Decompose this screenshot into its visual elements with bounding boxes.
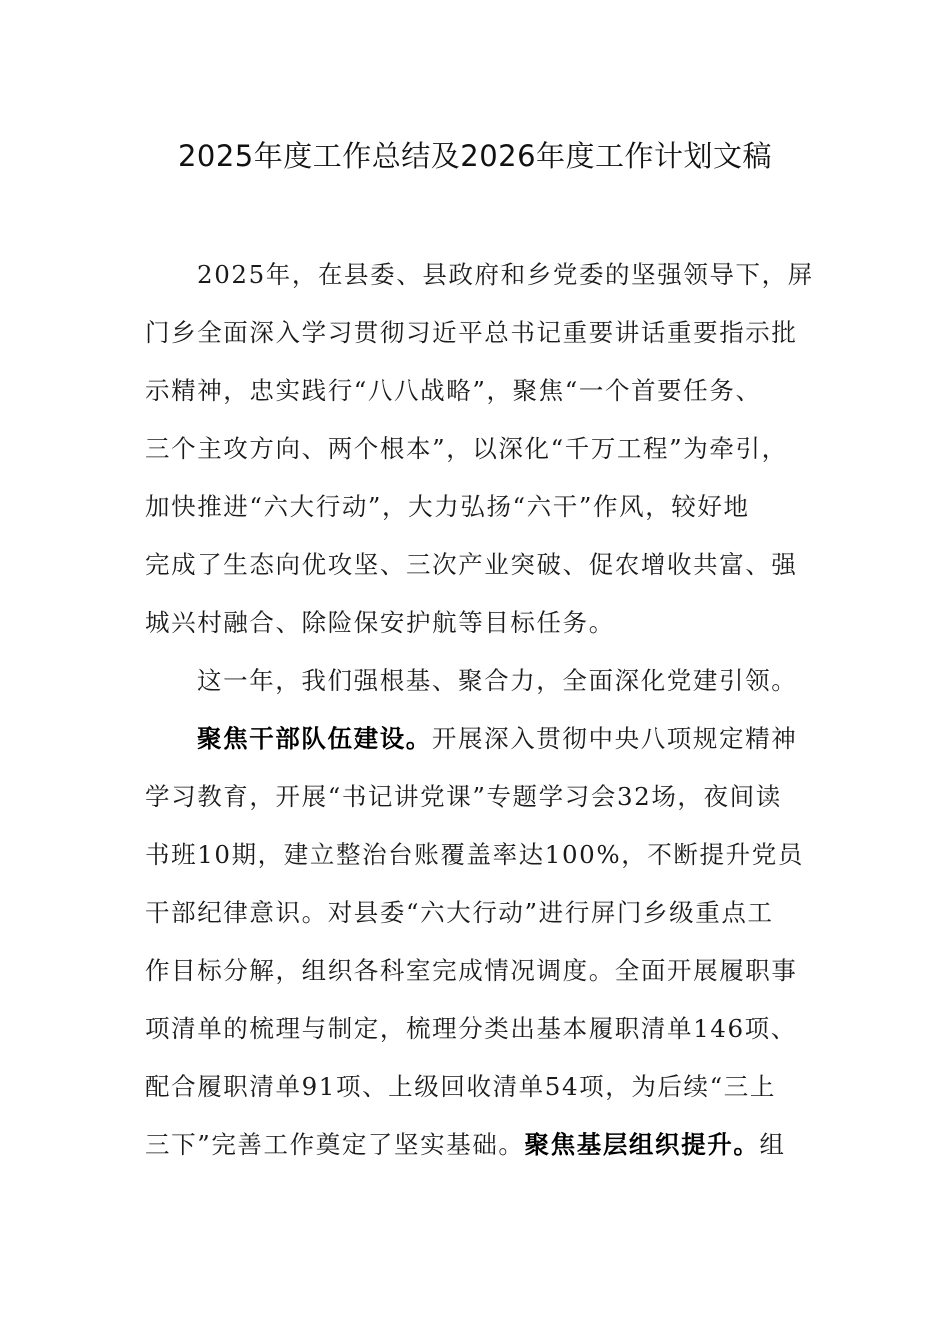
- text-line: 门乡全面深入学习贯彻习近平总书记重要讲话重要指示批: [145, 318, 798, 347]
- text-line: 项清单的梳理与制定，梳理分类出基本履职清单146项、: [145, 1014, 797, 1043]
- text-run: 三下”完善工作奠定了坚实基础。: [145, 1130, 525, 1159]
- text-line: 配合履职清单91项、上级回收清单54项，为后续“三上: [145, 1072, 776, 1101]
- text-line: 学习教育，开展“书记讲党课”专题学习会32场，夜间读: [145, 782, 782, 811]
- text-line: 示精神，忠实践行“八八战略”，聚焦“一个首要任务、: [145, 376, 762, 405]
- paragraph-summary: [145, 660, 805, 718]
- text-line: 这一年，我们强根基、聚合力，全面深化党建引领。: [197, 666, 798, 695]
- document-title: 2025年度工作总结及2026年度工作计划文稿: [177, 139, 773, 173]
- text-line: 完成了生态向优攻坚、三次产业突破、促农增收共富、强: [145, 550, 798, 579]
- text-line: 加快推进“六大行动”，大力弘扬“六干”作风，较好地: [145, 492, 750, 521]
- document-body: [145, 254, 814, 1182]
- text-line: 城兴村融合、除险保安护航等目标任务。: [145, 608, 615, 637]
- text-line: [145, 718, 805, 776]
- text-line: 书班10期，建立整治台账覆盖率达100%，不断提升党员: [145, 840, 804, 869]
- text-line: 2025年，在县委、县政府和乡党委的坚强领导下，屏: [197, 260, 814, 289]
- paragraph-cadre-building: [145, 718, 805, 1182]
- text-run: 组: [759, 1130, 786, 1159]
- text-line: [145, 1124, 805, 1182]
- text-line: 干部纪律意识。对县委“六大行动”进行屏门乡级重点工: [145, 898, 774, 927]
- bold-heading-grassroots: 聚焦基层组织提升。: [524, 1130, 760, 1159]
- text-line: 三个主攻方向、两个根本”，以深化“千万工程”为牵引，: [145, 434, 788, 463]
- paragraph-intro: [145, 254, 814, 660]
- text-run: 开展深入贯彻中央八项规定精神: [431, 724, 798, 753]
- bold-heading-cadre: 聚焦干部队伍建设。: [197, 724, 432, 753]
- text-line: 作目标分解，组织各科室完成情况调度。全面开展履职事: [145, 956, 798, 985]
